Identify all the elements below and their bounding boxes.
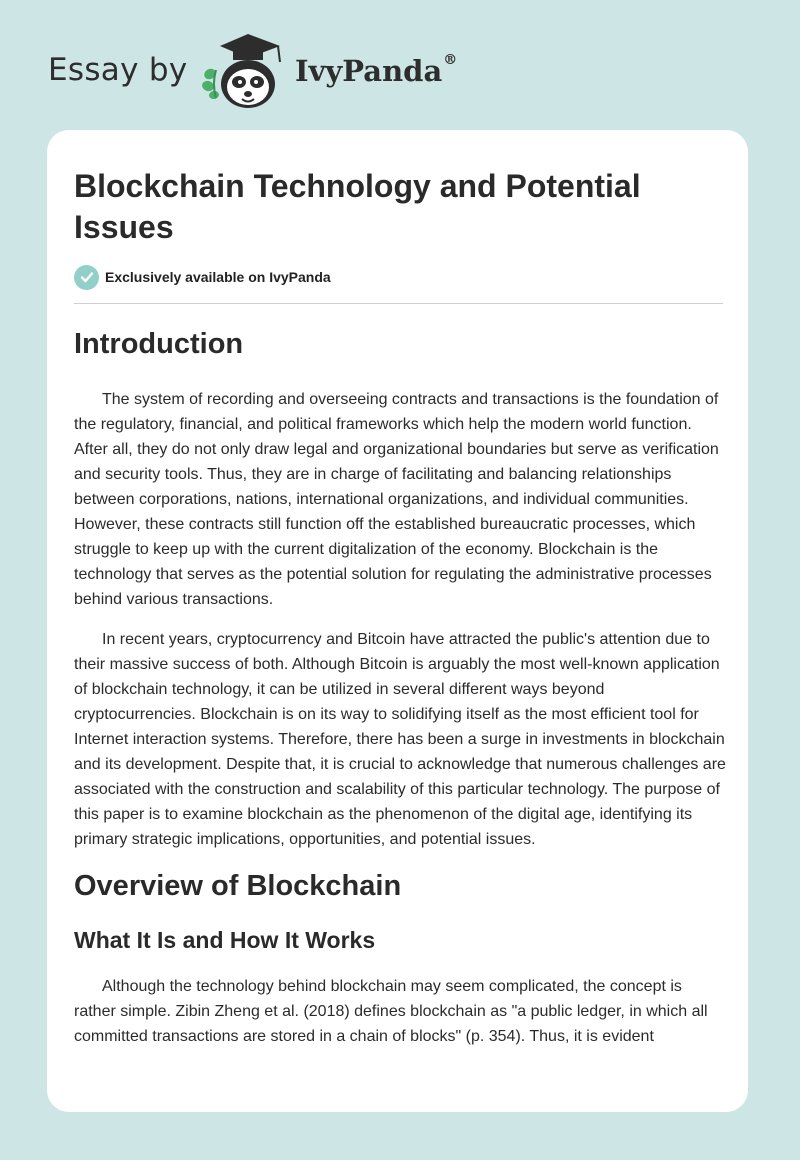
brand-name[interactable] <box>295 54 457 88</box>
essay-card <box>47 130 748 1112</box>
subsection-heading-what-it-is: What It Is and How It Works <box>74 927 376 953</box>
check-icon <box>74 265 99 290</box>
brand-text: IvyPanda <box>295 54 443 88</box>
paragraph: The system of recording and overseeing contracts and transactions is the foundation of the regulatory, financial, and political frameworks which help the modern world function. After all, they do not only draw legal and organizational boundaries but serve as verification and security tools. Thus, they are in charge of facilitating and balancing relationships between corporations, nations, international organizations, and individual communities. However, these contracts still function off the established bureaucratic processes, which struggle to keep up with the current digitalization of the economy. Blockchain is the technology that serves as the potential solution for regulating the administrative processes behind various transactions. <box>74 391 719 608</box>
divider <box>74 303 723 304</box>
section-heading-overview: Overview of Blockchain <box>74 870 402 902</box>
article-body <box>74 324 726 1049</box>
site-header <box>0 0 800 130</box>
paragraph: Although the technology behind blockchain may seem complicated, the concept is rather simple. Zibin Zheng et al. (2018) defines blockchain as "a public ledger, in which all committed transactions are stored in a chain of blocks" (p. 354). Thus, it is evident <box>74 978 708 1045</box>
exclusive-badge <box>74 263 331 291</box>
registered-mark: ® <box>443 52 458 68</box>
badge-label: Exclusively available on IvyPanda <box>105 269 331 285</box>
paragraph: In recent years, cryptocurrency and Bitcoin have attracted the public's attention due to their massive success of both. Although Bitcoin is arguably the most well-known application of blockchain technology, it can be utilized in several different ways beyond cryptocurrencies. Blockchain is on its way to solidifying itself as the most efficient tool for Internet interaction systems. Therefore, there has been a surge in investments in blockchain and its development. Despite that, it is crucial to acknowledge that numerous challenges are associated with the construction and scalability of this particular technology. The purpose of this paper is to examine blockchain as the phenomenon of the digital age, identifying its primary strategic implications, opportunities, and potential issues. <box>74 631 726 848</box>
section-heading-introduction: Introduction <box>74 328 244 360</box>
ivypanda-logo-icon[interactable] <box>200 32 292 112</box>
essay-by-label: Essay by <box>48 52 188 88</box>
page-title: Blockchain Technology and Potential Issues <box>74 168 641 245</box>
